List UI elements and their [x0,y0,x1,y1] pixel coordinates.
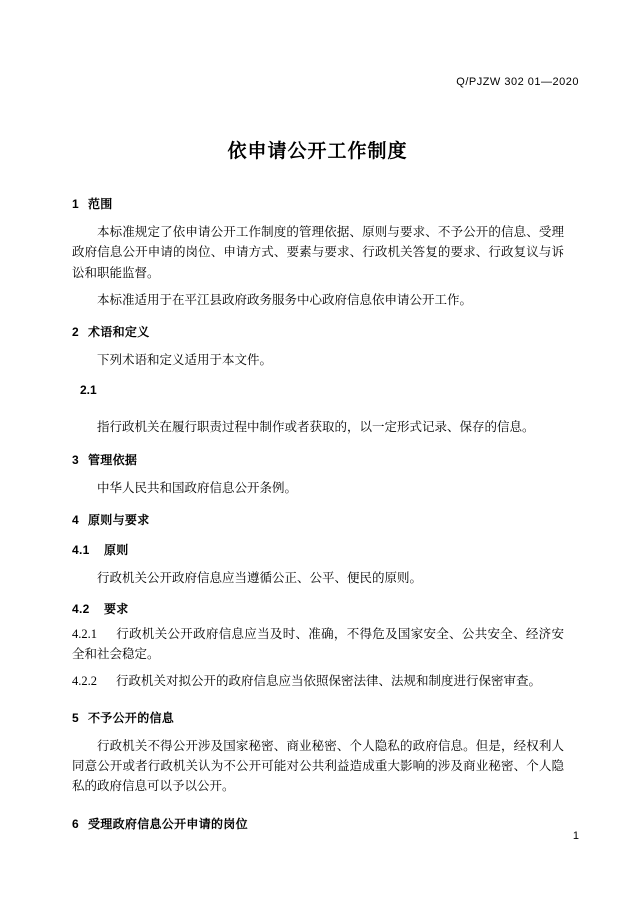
paragraph-2-1: 下列术语和定义适用于本文件。 [97,353,273,367]
section-title-4-2: 要求 [104,602,129,616]
paragraph-3-1: 中华人民共和国政府信息公开条例。 [97,480,298,495]
section-number-4-2: 4.2 [72,602,90,616]
section-number-6: 6 [72,816,79,831]
section-heading-3 [72,451,564,469]
clause-number-4-2-2: 4.2.2 [72,673,97,688]
paragraph-2-1-1: 指行政机关在履行职责过程中制作或者获取的，以一定形式记录、保存的信息。 [97,420,535,435]
section-title-6: 受理政府信息公开申请的岗位 [88,816,248,831]
section-heading-6 [72,815,564,833]
document-body [72,182,564,833]
clause-number-4-2-1: 4.2.1 [72,627,97,641]
clause-4-2-2 [72,671,564,691]
section-title-5: 不予公开的信息 [88,710,175,725]
section-number-4: 4 [72,512,79,527]
page-title: 依申请公开工作制度 [227,141,408,162]
section-heading-4 [72,511,564,529]
section-heading-4-2 [72,600,564,618]
standard-code-header: Q/PJZW 302 01—2020 [456,76,579,88]
section-heading-4-1 [72,541,564,559]
section-title-1: 范围 [88,197,113,211]
section-number-2: 2 [72,325,79,339]
page-number: 1 [572,830,579,842]
section-number-1: 1 [72,197,79,211]
section-title-4: 原则与要求 [88,512,150,527]
section-number-5: 5 [72,710,79,725]
section-number-3: 3 [72,452,79,467]
paragraph-1-1: 本标准规定了依申请公开工作制度的管理依据、原则与要求、不予公开的信息、受理政府信息公开申请的岗位、申请方式、要素与要求、行政机关答复的要求、行政复议与诉讼和职能监督。 [72,225,564,280]
paragraph-5-1: 行政机关不得公开涉及国家秘密、商业秘密、个人隐私的政府信息。但是，经权利人同意公开或者行政机关认为不公开可能对公共利益造成重大影响的涉及商业秘密、个人隐私的政府信息可以予以公开。 [72,738,564,794]
paragraph-4-1-1: 行政机关公开政府信息应当遵循公正、公平、便民的原则。 [97,570,423,585]
section-heading-5 [72,709,564,727]
paragraph-1-2: 本标准适用于在平江县政府政务服务中心政府信息依申请公开工作。 [97,292,473,307]
section-title-2: 术语和定义 [88,325,150,339]
section-title-4-1: 原则 [104,542,129,557]
section-heading-1 [72,195,564,213]
section-heading-2 [72,323,564,341]
clause-text-4-2-1: 行政机关公开政府信息应当及时、准确，不得危及国家安全、公共安全、经济安全和社会稳定。 [72,627,564,662]
section-heading-2-1: 2.1 [80,383,97,398]
clause-4-2-1 [72,624,564,665]
section-number-4-1: 4.1 [72,542,90,557]
clause-text-4-2-2: 行政机关对拟公开的政府信息应当依照保密法律、法规和制度进行保密审查。 [116,673,542,688]
section-title-3: 管理依据 [88,452,138,467]
